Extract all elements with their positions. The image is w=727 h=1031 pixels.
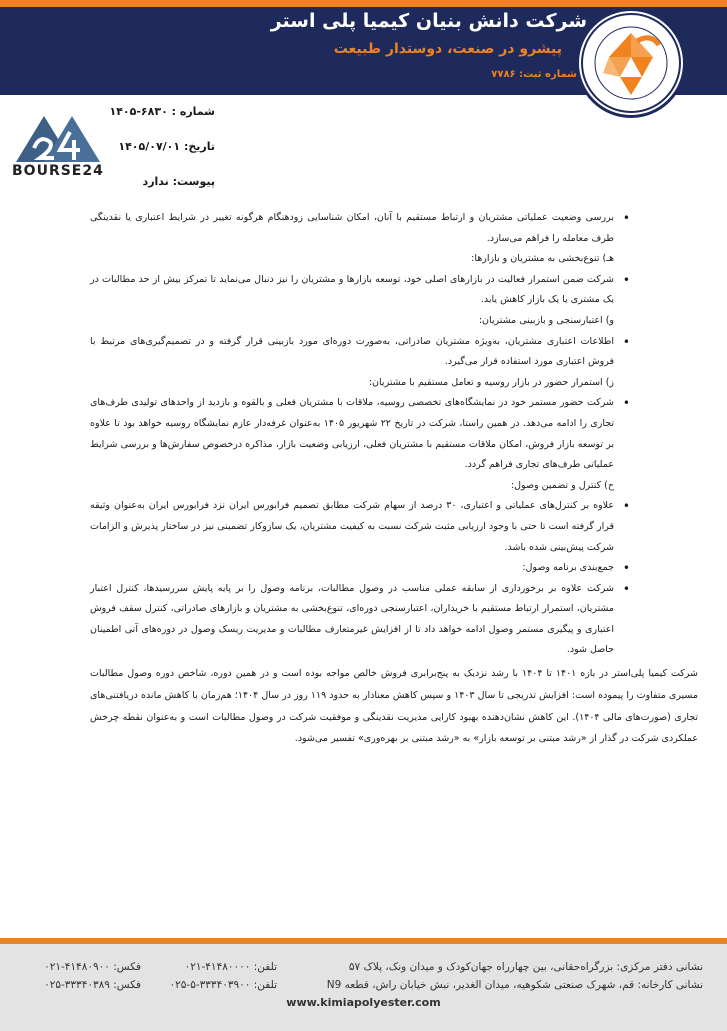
company-logo	[576, 8, 686, 118]
company-slogan: پیشرو در صنعت، دوستدار طبیعت	[333, 41, 562, 57]
website-link[interactable]: www.kimiapolyester.com	[286, 996, 441, 1009]
letter-date: تاریخ: ۱۴۰۵/۰۷/۰۱	[118, 140, 215, 153]
factory-fax: فکس: ۳۳۳۴۰۳۸۹-۰۲۵	[44, 979, 141, 991]
section-heading: ح) کنترل و تضمین وصول:	[510, 479, 614, 491]
kimia-logo-icon	[579, 11, 683, 115]
factory-phone: تلفن: ۳۳۳۴۰۳۹۰۰-۵-۰۲۵	[169, 979, 277, 991]
letter-body	[90, 208, 614, 661]
list-item: • شرکت علاوه بر برخورداری از سابقه عملی مناسب در وصول مطالبات، برنامه وصول را بر پایه پایش سررسیدها، کنترل اعتبار مشتریان، استمرار ارتباط مستقیم با خریداران، اعتبارسنجی دوره‌ای، تنوع‌بخشی به مشتریان و بازارهای صادراتی، کنترل سقف فروش اعتباری و پیگیری مستمر وصول ادامه خواهد داد تا از افزایش غیرمتعارف مطالبات و مدیریت ریسک وصول در دوره‌های آتی اطمینان حاصل شود.	[90, 579, 614, 661]
letter-attachment: پیوست: ندارد	[142, 175, 215, 188]
collection-plan-list	[90, 208, 614, 661]
list-item: • جمع‌بندی برنامه وصول:	[90, 558, 614, 579]
company-name: شرکت دانش بنیان کیمیا پلی استر	[270, 10, 587, 32]
list-item: • بررسی وضعیت عملیاتی مشتریان و ارتباط مستقیم با آنان، امکان شناسایی زودهنگام هرگونه تغییر در شرایط اعتباری یا نقدینگی طرف معامله را فراهم می‌سازد.	[90, 208, 614, 249]
list-item: • شرکت حضور مستمر خود در نمایشگاه‌های تخصصی روسیه، ملاقات با مشتریان فعلی و بالقوه و بازدید از واحدهای تولیدی طرف‌های تجاری را ادامه می‌دهد. در همین راستا، شرکت در تاریخ ۲۲ شهریور ۱۴۰۵ به‌عنوان غرفه‌دار عازم نمایشگاه روسیه خواهد بود تا علاوه بر توسعه بازار فروش، امکان ملاقات مستقیم با مشتریان فعلی، ارزیابی وضعیت بازار، مذاکره درخصوص سفارش‌ها و بررسی شرایط عملیاتی طرف‌های تجاری فراهم گردد.	[90, 393, 614, 475]
list-item: • اطلاعات اعتباری مشتریان، به‌ویژه مشتریان صادراتی، به‌صورت دوره‌ای مورد بازبینی قرار گرفته و در تصمیم‌گیری‌های مرتبط با فروش اعتباری مورد استفاده قرار می‌گیرد.	[90, 332, 614, 373]
office-fax: فکس: ۴۱۴۸۰۹۰۰-۰۲۱	[44, 961, 141, 973]
summary-paragraph: شرکت کیمیا پلی‌استر در بازه ۱۴۰۱ تا ۱۴۰۴ با رشد نزدیک به پنج‌برابری فروش خالص مواجه بوده است و در همین دوره، شاخص دوره وصول مطالبات مسیری متفاوت را پیموده است: افزایش تدریجی تا سال ۱۴۰۳ و سپس کاهش معنادار به حدود ۱۱۹ روز در سال ۱۴۰۴؛ هم‌زمان با کاهش مانده دریافتنی‌های تجاری (صورت‌های مالی ۱۴۰۴). این کاهش نشان‌دهنده بهبود کارایی مدیریت نقدینگی و موفقیت شرکت در وصول مطالبات است و به‌عنوان نقطه چرخش عملکردی شرکت در گذار از «رشد مبتنی بر توسعه بازار» به «رشد مبتنی بر بهره‌وری» تفسیر می‌شود.	[90, 668, 698, 745]
office-address: نشانی دفتر مرکزی: بزرگراه‌حقانی، بین چهارراه جهان‌کودک و میدان ونک، پلاک ۵۷	[348, 961, 703, 973]
office-phone: تلفن: ۴۱۴۸۰۰۰۰-۰۲۱	[184, 961, 277, 973]
letter-number: شماره : ۶۸۳۰-۱۴۰۵	[109, 105, 215, 118]
list-item: • علاوه بر کنترل‌های عملیاتی و اعتباری، ۳۰ درصد از سهام شرکت مطابق تصمیم فرابورس ایران نزد فرابورس ایران به‌عنوان وثیقه قرار گرفته است تا حتی با وجود ارزیابی مثبت شرکت نسبت به کیفیت مشتریان، یک سازوکار تضمینی نیز در ساختار پذیرش و الزامات شرکت پیش‌بینی شده باشد.	[90, 496, 614, 558]
factory-address: نشانی کارخانه: قم، شهرک صنعتی شکوهیه، میدان الغدیر، نبش خیابان راش، قطعه N9	[326, 979, 703, 991]
section-heading: ز) استمرار حضور در بازار روسیه و تعامل مستقیم با مشتریان:	[368, 376, 614, 388]
section-heading: هـ) تنوع‌بخشی به مشتریان و بازارها:	[471, 253, 614, 265]
registration-number: شماره ثبت: ۷۷۸۶	[491, 69, 577, 80]
list-item: • شرکت ضمن استمرار فعالیت در بازارهای اصلی خود، توسعه بازارها و مشتریان را نیز دنبال می‌نماید تا تمرکز بیش از حد مطالبات در یک مشتری یا یک بازار کاهش یابد.	[90, 270, 614, 311]
bourse24-watermark: BOURSE24	[12, 163, 104, 179]
header-orange-stripe	[0, 0, 727, 7]
section-heading: و) اعتبارسنجی و بازبینی مشتریان:	[478, 314, 614, 326]
